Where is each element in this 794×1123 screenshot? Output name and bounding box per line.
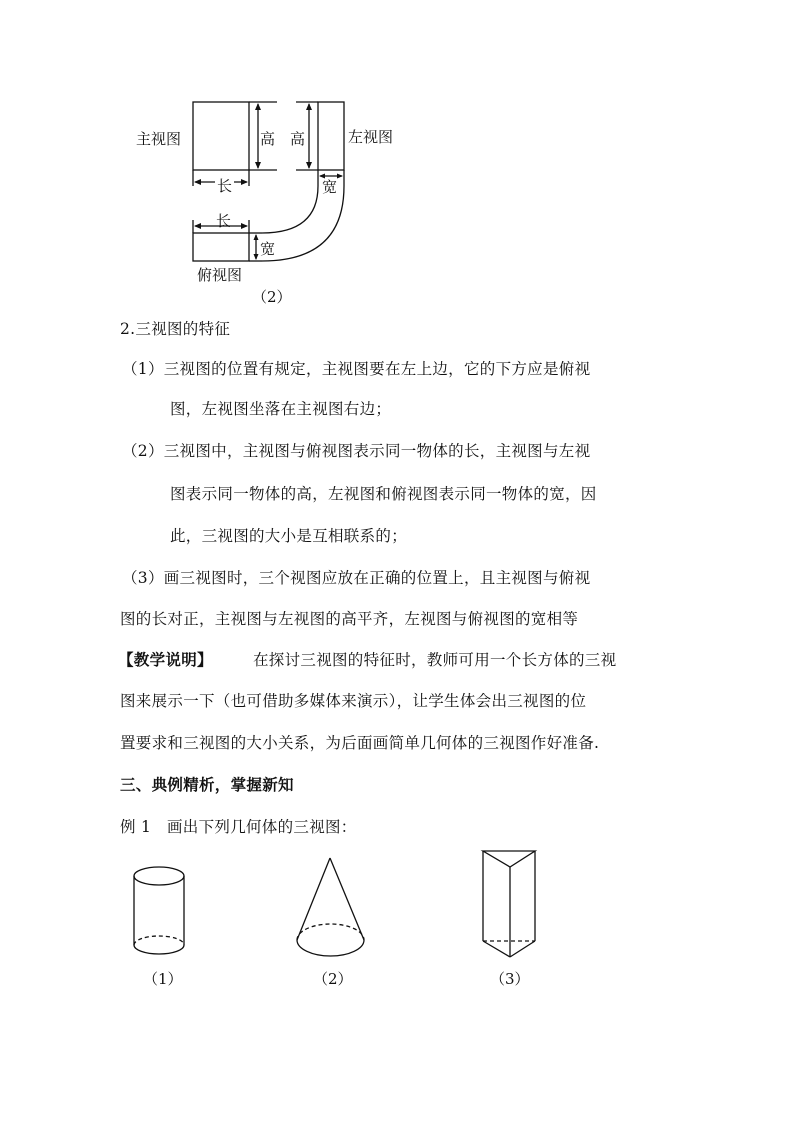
point1-line1: （1）三视图的位置有规定，主视图要在左上边，它的下方应是俯视: [122, 360, 591, 378]
point1-line2: 图，左视图坐落在主视图右边；: [170, 400, 392, 418]
solid-caption-1: （1）: [143, 970, 183, 988]
width-label-top: 宽: [260, 240, 276, 258]
point2-line2: 图表示同一物体的高，左视图和俯视图表示同一物体的宽，因: [170, 485, 597, 503]
top-view-label: 俯视图: [197, 266, 243, 284]
height-label-front: 高: [260, 130, 276, 148]
cone-shape: [297, 858, 364, 956]
front-view-label: 主视图: [136, 130, 182, 148]
point2-line1: （2）三视图中，主视图与俯视图表示同一物体的长，主视图与左视: [122, 442, 591, 460]
point2-line3: 此，三视图的大小是互相联系的；: [170, 527, 408, 545]
width-label-side: 宽: [322, 178, 338, 196]
cylinder-shape: [134, 867, 184, 954]
triangular-prism-shape: [483, 851, 535, 957]
length-label-top: 长: [216, 212, 232, 230]
teaching-note-label: 【教学说明】: [118, 651, 213, 669]
point3-line2: 图的长对正，主视图与左视图的高平齐，左视图与俯视图的宽相等: [120, 610, 579, 628]
section2-heading: 2.三视图的特征: [120, 320, 231, 338]
teaching-note-line3: 置要求和三视图的大小关系，为后面画简单几何体的三视图作好准备.: [120, 734, 600, 752]
length-label-front: 长: [217, 177, 233, 195]
height-label-side: 高: [290, 130, 306, 148]
point3-line1: （3）画三视图时，三个视图应放在正确的位置上，且主视图与俯视: [122, 569, 591, 587]
example1-prompt: 例 1 画出下列几何体的三视图：: [120, 818, 357, 836]
side-view-label: 左视图: [348, 128, 394, 146]
solid-caption-2: （2）: [313, 970, 353, 988]
teaching-note-line1: 在探讨三视图的特征时，教师可用一个长方体的三视: [253, 651, 617, 669]
solid-caption-3: （3）: [490, 970, 530, 988]
figure-caption: （2）: [252, 288, 292, 306]
teaching-note-line2: 图来展示一下（也可借助多媒体来演示），让学生体会出三视图的位: [120, 692, 587, 710]
section3-heading: 三、典例精析，掌握新知: [120, 776, 294, 794]
